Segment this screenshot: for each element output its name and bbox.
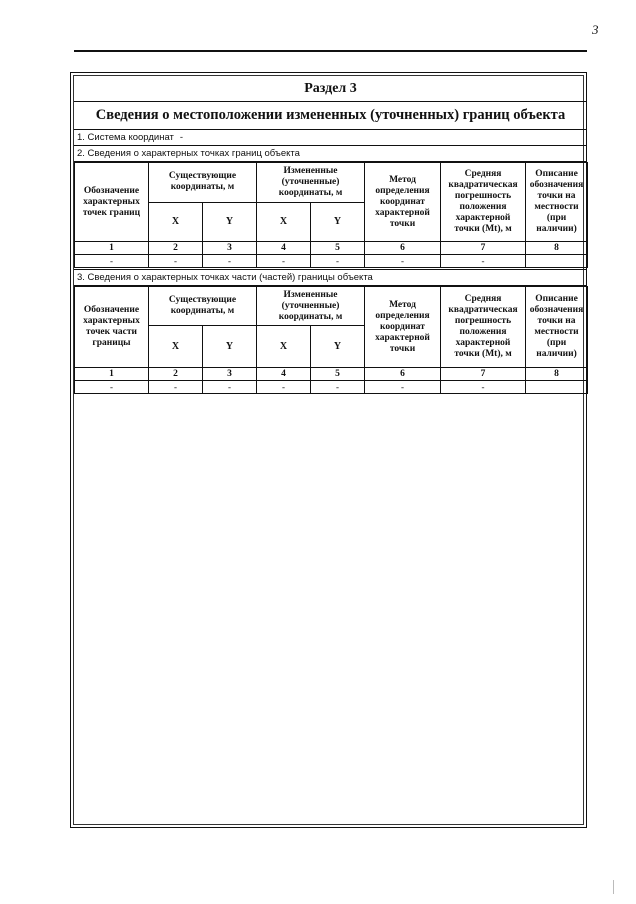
table1-cell: -	[149, 255, 203, 268]
table2-header-existing: Существующие координаты, м	[149, 287, 257, 326]
coordinate-system-value: -	[179, 132, 184, 143]
table2-col-number: 4	[257, 368, 311, 381]
table2-cell: -	[365, 381, 441, 394]
table2-cell: -	[257, 381, 311, 394]
table2-cell: -	[311, 381, 365, 394]
table2-header-designation: Обозначение характерных точек части границы	[75, 287, 149, 368]
table1-col-number: 2	[149, 242, 203, 255]
header-rule	[74, 50, 587, 52]
table2-cell: -	[149, 381, 203, 394]
table1-header-existing-y: Y	[203, 202, 257, 242]
scan-artifact	[613, 880, 614, 894]
section-content	[74, 76, 587, 394]
table1-cell: -	[257, 255, 311, 268]
table2-col-number: 5	[311, 368, 365, 381]
table1-header-designation: Обозначение характерных точек границ	[75, 163, 149, 242]
page-number: 3	[592, 22, 599, 37]
table2-cell: -	[441, 381, 526, 394]
table1-cell: -	[75, 255, 149, 268]
table1-col-number: 7	[441, 242, 526, 255]
table1-cell: -	[365, 255, 441, 268]
table2-cell: -	[203, 381, 257, 394]
table2-number-row	[75, 368, 588, 381]
table1-header-description: Описание обозначения точки на местности (при наличии)	[526, 163, 588, 242]
section-subtitle: Сведения о местоположении измененных (уточненных) границ объекта	[74, 102, 587, 130]
table1-header-row	[75, 163, 588, 203]
table2-header-method: Метод определения координат характерной точки	[365, 287, 441, 368]
table1-header-method: Метод определения координат характерной точки	[365, 163, 441, 242]
table2-cell: -	[75, 381, 149, 394]
table2-header-existing-x: X	[149, 326, 203, 368]
table1-caption: 2. Сведения о характерных точках границ объекта	[74, 146, 587, 162]
table2-col-number: 6	[365, 368, 441, 381]
table2-empty-row	[75, 381, 588, 394]
table2-header-description: Описание обозначения точки на местности (при наличии)	[526, 287, 588, 368]
table1-header-changed: Измененные (уточненные) координаты, м	[257, 163, 365, 203]
table2-header-changed: Измененные (уточненные) координаты, м	[257, 287, 365, 326]
table1-empty-row	[75, 255, 588, 268]
table1-header-error: Средняя квадратическая погрешность положения характерной точки (Mt), м	[441, 163, 526, 242]
table2-caption: 3. Сведения о характерных точках части (частей) границы объекта	[74, 269, 587, 286]
table2-header-existing-y: Y	[203, 326, 257, 368]
table2-col-number: 8	[526, 368, 588, 381]
coordinate-system-label: 1. Система координат	[77, 132, 174, 143]
table1-header-changed-x: X	[257, 202, 311, 242]
table1-col-number: 3	[203, 242, 257, 255]
table1-boundary-points	[74, 162, 588, 268]
coordinate-system-row	[74, 130, 587, 146]
table2-header-changed-x: X	[257, 326, 311, 368]
table1-col-number: 8	[526, 242, 588, 255]
section-title: Раздел 3	[74, 76, 587, 102]
table1-cell: -	[203, 255, 257, 268]
table1-cell	[526, 255, 588, 268]
table1-col-number: 6	[365, 242, 441, 255]
table1-header-changed-y: Y	[311, 202, 365, 242]
table1-col-number: 4	[257, 242, 311, 255]
table2-col-number: 3	[203, 368, 257, 381]
table1-cell: -	[311, 255, 365, 268]
table2-col-number: 7	[441, 368, 526, 381]
table2-header-row	[75, 287, 588, 326]
table2-header-error: Средняя квадратическая погрешность положения характерной точки (Mt), м	[441, 287, 526, 368]
table2-col-number: 2	[149, 368, 203, 381]
table1-cell: -	[441, 255, 526, 268]
table2-part-boundary-points	[74, 286, 588, 394]
table1-col-number: 1	[75, 242, 149, 255]
table1-header-existing: Существующие координаты, м	[149, 163, 257, 203]
table1-col-number: 5	[311, 242, 365, 255]
table2-col-number: 1	[75, 368, 149, 381]
table2-cell	[526, 381, 588, 394]
table1-number-row	[75, 242, 588, 255]
table1-header-existing-x: X	[149, 202, 203, 242]
table2-header-changed-y: Y	[311, 326, 365, 368]
